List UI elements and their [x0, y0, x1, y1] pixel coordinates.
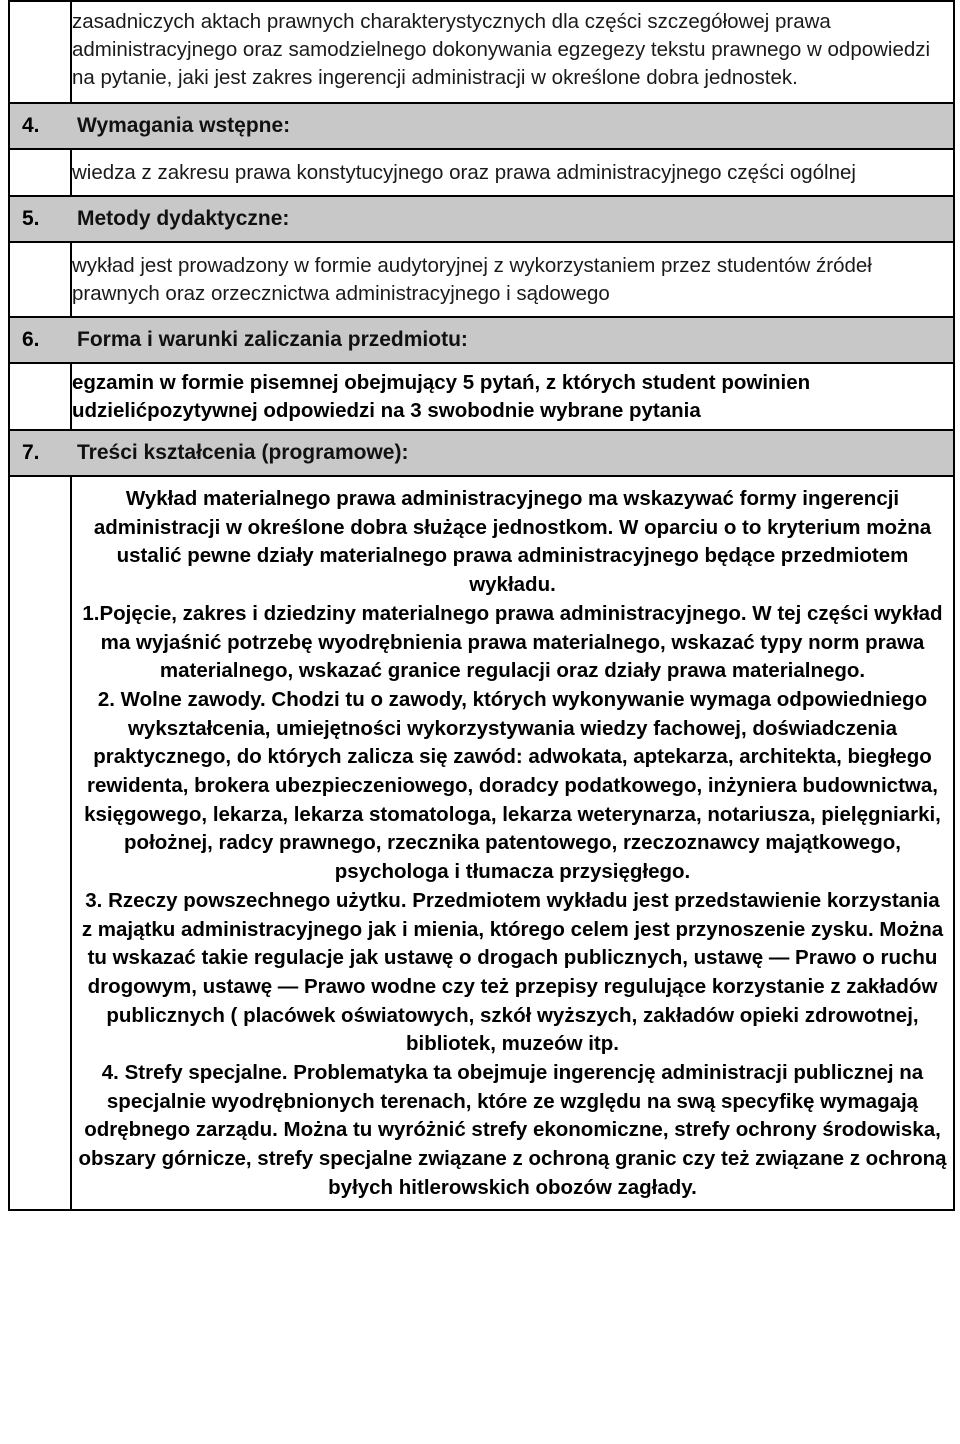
section-7-paragraph-intro: Wykład materialnego prawa administracyjnego ma wskazywać formy ingerencji administracji w określone dobra służące jednostkom. W oparciu o to kryterium można ustalić pewne działy materialnego prawa administracyjnego będące przedmiotem wykładu.	[93, 487, 932, 597]
intro-row	[9, 1, 954, 103]
section-7-number-cell	[9, 430, 71, 476]
section-7-blank-cell	[9, 476, 71, 1210]
section-6-title-cell	[71, 317, 954, 363]
section-7-header	[9, 430, 954, 476]
section-6-blank-cell	[9, 363, 71, 430]
section-7-body	[9, 476, 954, 1210]
section-5-number: 5.	[22, 207, 40, 230]
section-4-title-cell	[71, 103, 954, 149]
section-5-content-cell	[71, 242, 954, 317]
section-4-blank-cell	[9, 149, 71, 196]
section-6-body	[9, 363, 954, 430]
section-7-content-cell	[71, 476, 954, 1210]
section-4-number: 4.	[22, 114, 40, 137]
intro-number-cell	[9, 1, 71, 103]
section-5-title-cell	[71, 196, 954, 242]
section-5-title: Metody dydaktyczne:	[77, 207, 290, 230]
intro-text: zasadniczych aktach prawnych charakterystycznych dla części szczegółowej prawa administracyjnego oraz samodzielnego dokonywania egzegezy tekstu prawnego w odpowiedzi na pytanie, jaki jest zakres ingerencji administracji w określone dobra jednostek.	[72, 10, 931, 89]
section-7-paragraph-3: 3. Rzeczy powszechnego użytku. Przedmiotem wykładu jest przedstawienie korzystania z majątku administracyjnego jak i mienia, którego celem jest przynoszenie zysku. Można tu wskazać takie regulacje jak ustawę o drogach publicznych, ustawę — Prawo o ruchu drogowym, ustawę — Prawo wodne czy też przepisy regulujące korzystanie z zakładów publicznych ( placówek oświatowych, szkół wyższych, zakładów opieki zdrowotnej, bibliotek, muzeów itp.	[81, 888, 944, 1056]
document-page	[8, 0, 955, 1211]
section-7-paragraph-4: 4. Strefy specjalne. Problematyka ta obejmuje ingerencję administracji publicznej na specjalnie wyodrębnionych terenach, które ze względu na swą specyfikę wymagają odrębnego zarządu. Można tu wyróżnić strefy ekonomiczne, strefy ochrony środowiska, obszary górnicze, strefy specjalne związane z ochroną granic czy też związane z ochroną byłych hitlerowskich obozów zagłady.	[78, 1061, 947, 1199]
section-4-body	[9, 149, 954, 196]
section-4-number-cell	[9, 103, 71, 149]
section-4-content: wiedza z zakresu prawa konstytucyjnego oraz prawa administracyjnego części ogólnej	[72, 161, 856, 184]
intro-cell	[71, 1, 954, 103]
section-7-paragraph-1: 1.Pojęcie, zakres i dziedziny materialnego prawa administracyjnego. W tej części wykład ma wyjaśnić potrzebę wyodrębnienia prawa materialnego, wskazać typy norm prawa materialnego, wskazać granice regulacji oraz działy prawa materialnego.	[82, 601, 943, 683]
section-5-blank-cell	[9, 242, 71, 317]
section-7-title-cell	[71, 430, 954, 476]
section-6-number: 6.	[22, 328, 40, 351]
section-6-number-cell	[9, 317, 71, 363]
section-5-number-cell	[9, 196, 71, 242]
section-6-content-cell	[71, 363, 954, 430]
section-5-body	[9, 242, 954, 317]
section-7-paragraph-2: 2. Wolne zawody. Chodzi tu o zawody, których wykonywanie wymaga odpowiedniego wykształcenia, umiejętności wykorzystywania wiedzy fachowej, doświadczenia praktycznego, do których zalicza się zawód: adwokata, aptekarza, architekta, biegłego rewidenta, brokera ubezpieczeniowego, doradcy podatkowego, inżyniera budownictwa, księgowego, lekarza, lekarza stomatologa, lekarza weterynarza, notariusza, pielęgniarki, położnej, radcy prawnego, rzecznika patentowego, rzeczoznawcy majątkowego, psychologa i tłumacza przysięgłego.	[84, 687, 941, 884]
section-6-title: Forma i warunki zaliczania przedmiotu:	[77, 328, 468, 351]
section-4-header	[9, 103, 954, 149]
syllabus-table	[8, 0, 955, 1211]
section-4-content-cell	[71, 149, 954, 196]
section-5-header	[9, 196, 954, 242]
section-4-title: Wymagania wstępne:	[77, 114, 291, 137]
section-7-title: Treści kształcenia (programowe):	[77, 441, 409, 464]
section-6-content: egzamin w formie pisemnej obejmujący 5 pytań, z których student powinien udzielićpozytywnej odpowiedzi na 3 swobodnie wybrane pytania	[72, 371, 811, 422]
section-5-content: wykład jest prowadzony w formie audytoryjnej z wykorzystaniem przez studentów źródeł prawnych oraz orzecznictwa administracyjnego i sądowego	[72, 254, 872, 305]
section-7-number: 7.	[22, 441, 40, 464]
section-6-header	[9, 317, 954, 363]
section-7-content	[72, 477, 953, 1209]
